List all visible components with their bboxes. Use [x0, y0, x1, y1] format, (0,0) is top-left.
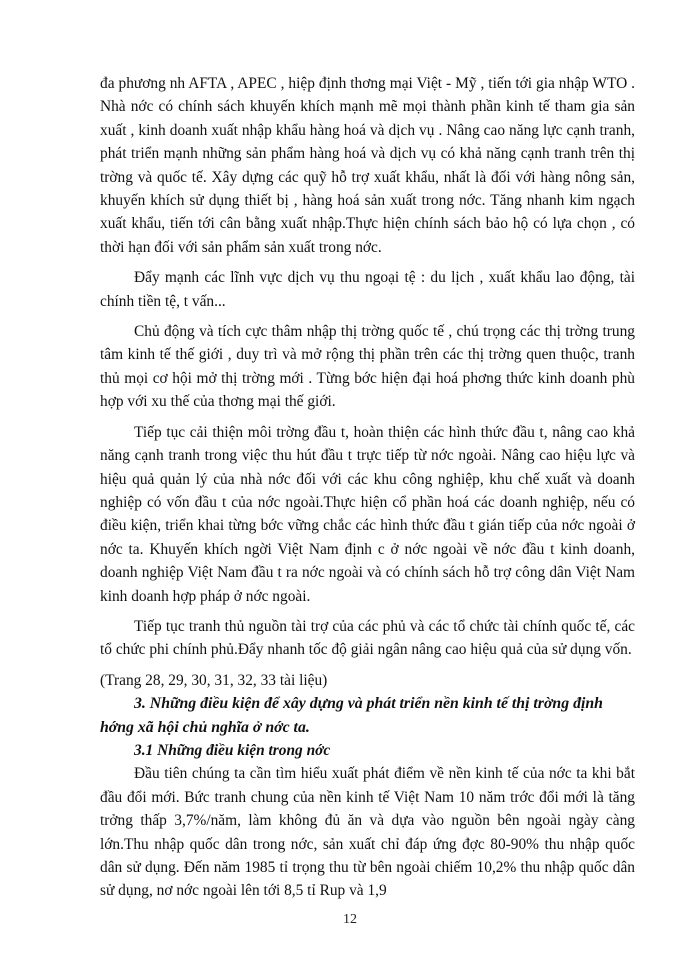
paragraph-financial-aid: Tiếp tục tranh thủ nguồn tài trợ của các phủ và các tổ chức tài chính quốc tế, các tổ chức phi chính phủ.Đẩy nhanh tốc độ giải ngân nâng cao hiệu quả của sử dụng vốn. [100, 617, 635, 659]
page-body [100, 72, 635, 903]
paragraph-foreign-currency-services: Đẩy mạnh các lĩnh vực dịch vụ thu ngoại tệ : du lịch , xuất khẩu lao động, tài chính tiền tệ, t vấn... [100, 269, 635, 310]
paragraph-investment-environment: Tiếp tục cải thiện môi trờng đầu t, hoàn thiện các hình thức đầu t, nâng cao khả năng cạnh tranh trong việc thu hút đầu t trực tiếp từ nớc ngoài. Nâng cao hiệu lực và hiệu quả quản lý của nhà nớc đối với các khu công nghiệp, khu chế xuất và doanh nghiệp có vốn đầu t của nớc ngoài.Thực hiện cổ phần hoá các doanh nghiệp, nếu có điều kiện, triển khai từng bớc vững chắc các hình thức đầu t gián tiếp của nớc ngoài ở nớc ta. Khuyến khích ngời Việt Nam định c ở nớc ngoài về nớc đầu t kinh doanh, doanh nghiệp Việt Nam đầu t ra nớc ngoài và có chính sách hỗ trợ công dân Việt Nam kinh doanh hợp pháp ở nớc ngoài. [100, 423, 635, 605]
section-heading: 3. Những điều kiện để xây dựng và phát triển nền kinh tế thị trờng định hớng xã hội chủ nghĩa ở nớc ta. [100, 695, 603, 736]
paragraph-international-markets: Chủ động và tích cực thâm nhập thị trờng quốc tế , chú trọng các thị trờng trung tâm kinh tế thế giới , duy trì và mở rộng thị phần trên các thị trờng quen thuộc, tranh thủ mọi cơ hội mở thị trờng mới . Từng bớc hiện đại hoá phơng thức kinh doanh phù hợp với xu thế của thơng mại thế giới. [100, 323, 635, 411]
paragraph-trade-policy: đa phương nh AFTA , APEC , hiệp định thơng mại Việt - Mỹ , tiến tới gia nhập WTO . Nhà nớc có chính sách khuyến khích mạnh mẽ mọi thành phần kinh tế tham gia sản xuất , kinh doanh xuất nhập khẩu hàng hoá và dịch vụ . Nâng cao năng lực cạnh tranh, phát triển mạnh những sản phẩm hàng hoá và dịch vụ có khả năng cạnh tranh trên thị trờng và quốc tế. Xây dựng các quỹ hỗ trợ xuất khẩu, nhất là đối với hàng nông sản, khuyến khích sử dụng thiết bị , hàng hoá sản xuất trong nớc. Tăng nhanh kim ngạch xuất khẩu, tiến tới cân bằng xuất nhập.Thực hiện chính sách bảo hộ có lựa chọn , có thời hạn đối với sản phẩm sản xuất trong nớc. [100, 75, 635, 256]
paragraph-starting-point: Đầu tiên chúng ta cần tìm hiểu xuất phát điểm về nền kinh tế của nớc ta khi bắt đầu đổi mới. Bức tranh chung của nền kinh tế Việt Nam 10 năm trớc đổi mới là tăng trởng thấp 3,7%/năm, làm không đủ ăn và dựa vào nguồn bên ngoài ngày càng lớn.Thu nhập quốc dân trong nớc, sản xuất chỉ đáp ứng đợc 80-90% thu nhập quốc dân sử dụng. Đến năm 1985 tỉ trọng thu từ bên ngoài chiếm 10,2% thu nhập quốc dân sử dụng, nơ nớc ngoài lên tới 8,5 tỉ Rup và 1,9 [100, 765, 635, 900]
page-number: 12 [343, 912, 357, 927]
subsection-heading: 3.1 Những điều kiện trong nớc [134, 741, 331, 759]
source-note: (Trang 28, 29, 30, 31, 32, 33 tài liệu) [100, 671, 328, 689]
